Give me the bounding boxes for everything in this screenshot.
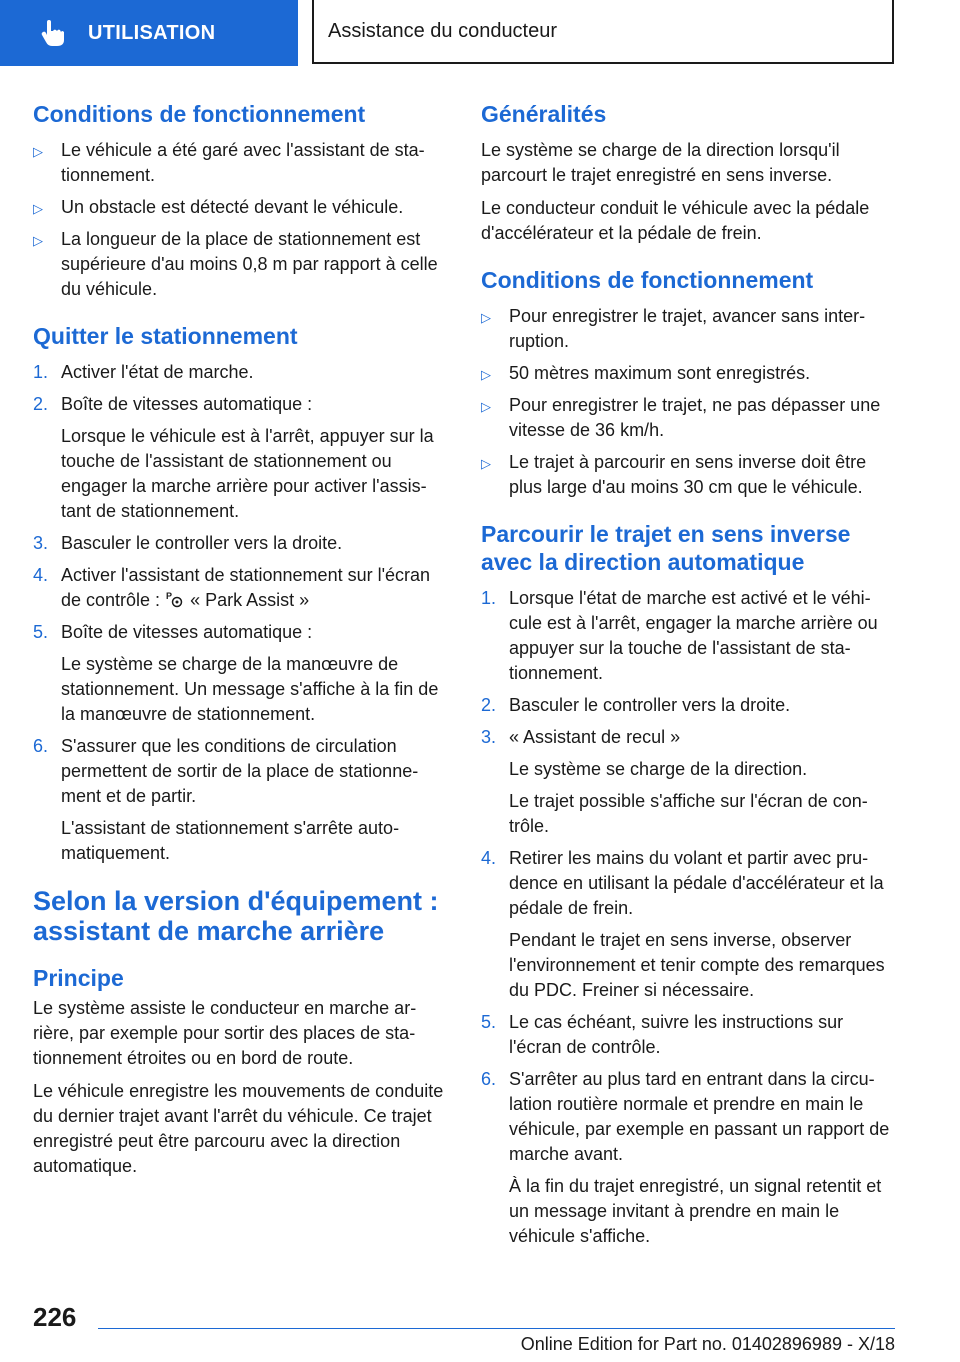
svg-text:P: P bbox=[166, 591, 173, 601]
triangle-bullet-icon: ▷ bbox=[481, 310, 491, 325]
section-conditions-reverse bbox=[481, 266, 896, 500]
section-title: Conditions de fonctionnement bbox=[33, 101, 366, 127]
list-item: 5. Le cas échéant, suivre les instructions sur l'écran de contrôle. bbox=[481, 1012, 844, 1057]
list-item: 6. S'arrêter au plus tard en entrant dans la circulation routière normale et prendre en main le véhicule, par exemple en passant un rapport de marche avant. À la fin du trajet enregistré, un signal retentit et un message invitant à prendre en main le véhicule s'affiche. bbox=[481, 1069, 890, 1246]
list-item: ▷ La longueur de la place de stationnement est supérieure d'au moins 0,8 m par rapport à celle du véhicule. bbox=[33, 229, 438, 299]
paragraph: Le système assiste le conducteur en marche arrière, par exemple pour sortir des places de stationnement étroites ou en bord de route. bbox=[33, 998, 417, 1068]
section-title: Principe bbox=[33, 965, 124, 991]
edition-note: Online Edition for Part no. 01402896989 - X/18 bbox=[520, 1334, 895, 1354]
right-column bbox=[481, 100, 896, 1269]
section-title: Généralités bbox=[481, 101, 607, 127]
list-item: ▷ Un obstacle est détecté devant le véhicule. bbox=[33, 195, 448, 220]
triangle-bullet-icon: ▷ bbox=[33, 144, 43, 159]
section-title: Conditions de fonctionnement bbox=[481, 267, 814, 293]
footer-divider bbox=[98, 1328, 895, 1329]
list-item: 3. « Assistant de recul » Le système se charge de la direction. Le trajet possible s'affiche sur l'écran de contrôle. bbox=[481, 727, 868, 836]
list-item: 6. S'assurer que les conditions de circulation permettent de sortir de la place de stationnement et de partir. L'assistant de stationnement s'arrête automatiquement. bbox=[33, 736, 419, 863]
triangle-bullet-icon: ▷ bbox=[481, 399, 491, 414]
section-general bbox=[481, 100, 896, 246]
list-item: ▷ Le trajet à parcourir en sens inverse doit être plus large d'au moins 30 cm que le véhicule. bbox=[481, 452, 867, 497]
list-item: 4. Retirer les mains du volant et partir avec prudence en utilisant la pédale d'accélérateur et la pédale de frein. Pendant le trajet en sens inverse, observer l'environnement et tenir compte des remarques du PDC. Freiner si nécessaire. bbox=[481, 848, 885, 1000]
numbered-list bbox=[481, 586, 896, 1249]
list-item: 4. Activer l'assistant de stationnement sur l'écran de contrôle : P « Park Assist » bbox=[33, 565, 431, 610]
section-conditions-parking bbox=[33, 100, 448, 302]
paragraph: Le véhicule enregistre les mouvements de conduite du dernier trajet avant l'arrêt du véhicule. Ce trajet enregistré peut être parcouru avec la direction automatique. bbox=[33, 1081, 444, 1176]
bullet-list bbox=[481, 304, 896, 500]
page-header bbox=[0, 0, 960, 66]
section-tab bbox=[0, 0, 298, 66]
section-principle bbox=[33, 964, 448, 1179]
paragraph: Le système se charge de la direction lorsqu'il parcourt le trajet enregistré en sens inverse. bbox=[481, 140, 840, 185]
section-title: Quitter le stationnement bbox=[33, 323, 298, 349]
section-leave-parking bbox=[33, 322, 448, 866]
section-label: UTILISATION bbox=[88, 21, 216, 44]
list-item: 2. Boîte de vitesses automatique : Lorsque le véhicule est à l'arrêt, appuyer sur la touche de l'assistant de stationnement ou engager la marche arrière pour activer l'assistant de stationnement. bbox=[33, 394, 434, 521]
list-item: ▷ 50 mètres maximum sont enregistrés. bbox=[481, 361, 896, 386]
triangle-bullet-icon: ▷ bbox=[481, 367, 491, 382]
triangle-bullet-icon: ▷ bbox=[481, 456, 491, 471]
section-title: Parcourir le trajet en sens inverse avec la direction automatique bbox=[481, 521, 851, 575]
numbered-list bbox=[33, 360, 448, 866]
list-item: 1. Lorsque l'état de marche est activé et le véhicule est à l'arrêt, engager la marche arrière ou appuyer sur la touche de l'assistant de stationnement. bbox=[481, 588, 878, 683]
list-item: ▷ Pour enregistrer le trajet, ne pas dépasser une vitesse de 36 km/h. bbox=[481, 395, 881, 440]
list-item: 5. Boîte de vitesses automatique : Le système se charge de la manœuvre de stationnement. Un message s'affiche à la fin de la manœuvre de stationnement. bbox=[33, 622, 439, 724]
list-item: 3. Basculer le controller vers la droite. bbox=[33, 533, 343, 553]
paragraph: Le conducteur conduit le véhicule avec la pédale d'accélérateur et la pédale de frein. bbox=[481, 198, 870, 243]
chapter-heading: Selon la version d'équipement : assistant de marche arrière bbox=[33, 886, 439, 946]
hand-pointer-icon bbox=[38, 18, 68, 48]
bullet-list bbox=[33, 138, 448, 302]
list-item: ▷ Pour enregistrer le trajet, avancer sans interruption. bbox=[481, 306, 866, 351]
park-assist-icon bbox=[166, 590, 184, 608]
section-reverse-steering bbox=[481, 520, 896, 1249]
chapter-title: Assistance du conducteur bbox=[312, 0, 894, 64]
list-item: 2. Basculer le controller vers la droite. bbox=[481, 695, 791, 715]
list-item: ▷ Le véhicule a été garé avec l'assistant de stationnement. bbox=[33, 140, 425, 185]
left-column bbox=[33, 100, 448, 1199]
page-number: 226 bbox=[33, 1302, 77, 1332]
list-item: 1. Activer l'état de marche. bbox=[33, 362, 254, 382]
triangle-bullet-icon: ▷ bbox=[33, 201, 43, 216]
triangle-bullet-icon: ▷ bbox=[33, 233, 43, 248]
